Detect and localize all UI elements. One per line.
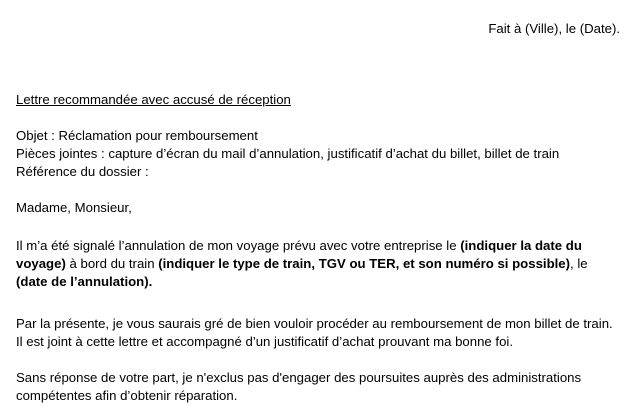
pieces-jointes-line: Pièces jointes : capture d’écran du mail d’annulation, justificatif d’achat du billet, billet de train: [16, 146, 560, 161]
reference-line: Référence du dossier :: [16, 164, 149, 179]
paragraph-refund-request: Par la présente, je vous saurais gré de bien vouloir procéder au remboursement de mon billet de train. Il est joint à cette lettre et accompagné d’un justificatif d’achat prouvant ma bonne foi.: [16, 316, 613, 349]
salutation: Madame, Monsieur,: [16, 200, 132, 215]
p1-text-3: , le: [570, 256, 588, 271]
p1-placeholder-travel-date: (indiquer la date du voyage): [16, 238, 582, 271]
p1-text-2: à bord du train: [65, 256, 159, 271]
paragraph-cancellation: [16, 237, 622, 291]
letter-type-title: Lettre recommandée avec accusé de réception: [16, 92, 291, 107]
objet-line: Objet : Réclamation pour remboursement: [16, 128, 258, 143]
p1-text-1: Il m’a été signalé l’annulation de mon voyage prévu avec votre entreprise le: [16, 238, 461, 253]
p1-placeholder-train-type: (indiquer le type de train, TGV ou TER, et son numéro si possible): [158, 256, 571, 271]
paragraph-legal-warning: Sans réponse de votre part, je n'exclus pas d'engager des poursuites auprès des administrations compétentes afin d’obtenir réparation.: [16, 370, 582, 403]
p1-placeholder-cancel-date: (date de l’annulation).: [16, 274, 153, 289]
letter-meta: [16, 127, 622, 181]
date-line: Fait à (Ville), le (Date).: [488, 21, 620, 36]
